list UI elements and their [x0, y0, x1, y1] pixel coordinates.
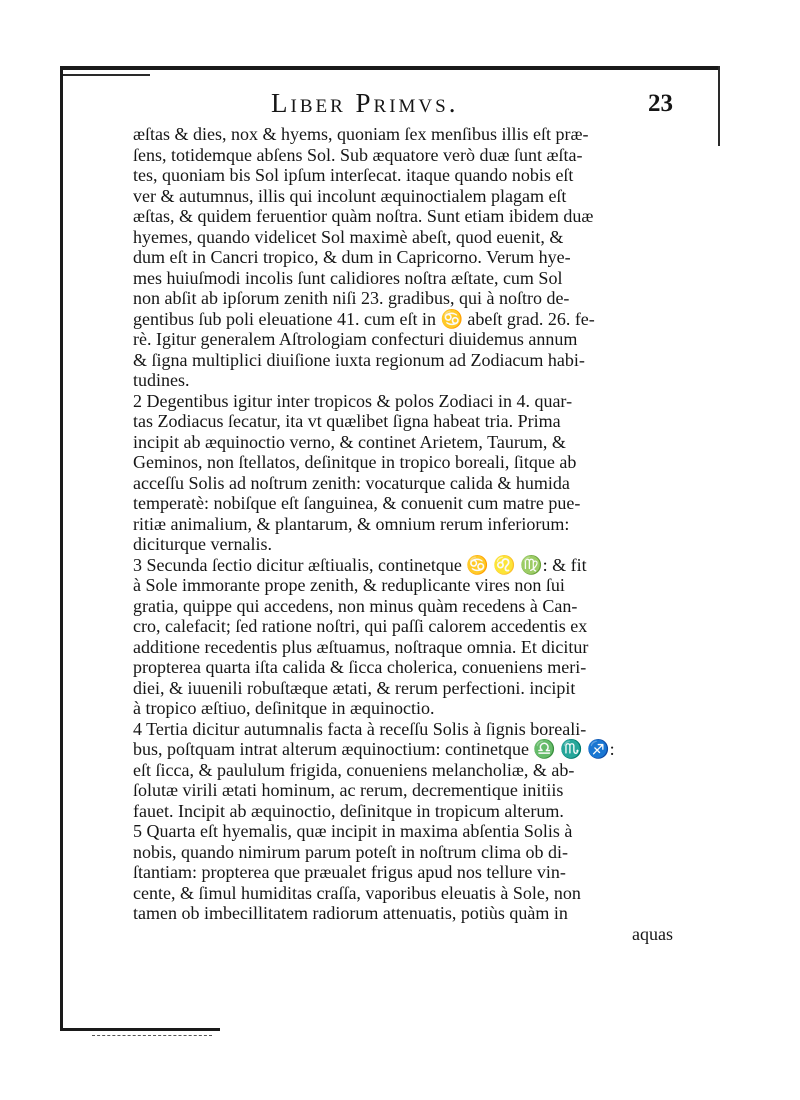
text-line: acceſſu Solis ad noſtrum zenith: vocaturque calida & humida — [133, 472, 570, 493]
text-line: cro, calefacit; ſed ratione noſtri, qui paſſi calorem accedentis ex — [133, 616, 588, 636]
page-border-bottom-dash — [92, 1035, 212, 1036]
text-line: mes huiuſmodi incolis ſunt calidiores noſtra æſtate, cum Sol — [133, 267, 563, 288]
page-number: 23 — [648, 90, 673, 117]
text-line: & ſigna multiplici diuiſione iuxta regionum ad Zodiacum habi- — [133, 349, 585, 370]
text-line: tes, quoniam bis Sol ipſum interſecat. itaque quando nobis eſt — [133, 165, 574, 185]
text-line: tudines. — [133, 370, 190, 390]
text-line: 2 Degentibus igitur inter tropicos & polos Zodiaci in 4. quar- — [133, 390, 573, 411]
text-line: æſtas, & quidem feruentior quàm noſtra. Sunt etiam ibidem duæ — [133, 206, 594, 226]
text-line: additione recedentis plus æſtuamus, noſtraque omnia. Et dicitur — [133, 636, 589, 657]
text-line: ſens, totidemque abſens Sol. Sub æquatore verò duæ ſunt æſta- — [133, 144, 583, 165]
text-line: æſtas & dies, nox & hyems, quoniam ſex menſibus illis eſt præ- — [133, 124, 589, 144]
text-line: non abſit ab ipſorum zenith niſi 23. gradibus, qui à noſtro de- — [133, 288, 570, 308]
text-line: temperatè: nobiſque eſt ſanguinea, & conuenit cum matre pue- — [133, 493, 581, 513]
text-line: 5 Quarta eſt hyemalis, quæ incipit in maxima abſentia Solis à — [133, 821, 573, 841]
text-line: gratia, quippe qui accedens, non minus quàm recedens à Can- — [133, 595, 578, 616]
text-line: à Sole immorante prope zenith, & reduplicante vires non ſui — [133, 575, 565, 595]
page-border-top — [60, 66, 720, 70]
text-line: incipit ab æquinoctio verno, & continet Arietem, Taurum, & — [133, 431, 566, 452]
page-border-right — [718, 66, 720, 146]
text-line: bus, poſtquam intrat alterum æquinoctium: continetque ♎ ♏ ♐: — [133, 739, 615, 759]
text-line: gentibus ſub poli eleuatione 41. cum eſt in ♋ abeſt grad. 26. fe- — [133, 308, 595, 329]
running-head-title: Liber Primvs. — [271, 88, 459, 118]
text-line: ſtantiam: propterea que præualet frigus apud nos tellure vin- — [133, 862, 566, 882]
body-text — [133, 124, 673, 944]
text-line: 4 Tertia dicitur autumnalis facta à receſſu Solis à ſignis boreali- — [133, 718, 587, 739]
page-border-bottom — [60, 1028, 220, 1031]
text-line: Geminos, non ſtellatos, deſinitque in tropico boreali, ſitque ab — [133, 452, 577, 472]
text-line: à tropico æſtiuo, deſinitque in æquinoctio. — [133, 698, 435, 718]
text-line: propterea quarta iſta calida & ſicca cholerica, conueniens meri- — [133, 657, 587, 677]
text-line: rè. Igitur generalem Aſtrologiam confecturi diuidemus annum — [133, 329, 578, 349]
text-line: ſolutæ virili ætati hominum, ac rerum, decrementique initiis — [133, 780, 564, 800]
text-line: eſt ſicca, & paululum frigida, conueniens melancholiæ, & ab- — [133, 759, 575, 780]
running-head — [133, 88, 673, 122]
text-line: dum eſt in Cancri tropico, & dum in Capricorno. Verum hye- — [133, 247, 571, 267]
page-border-top-inner — [60, 74, 150, 76]
text-line: ver & autumnus, illis qui incolunt æquinoctialem plagam eſt — [133, 185, 567, 206]
text-line: tas Zodiacus ſecatur, ita vt quælibet ſigna habeat tria. Prima — [133, 411, 561, 431]
text-line: tamen ob imbecillitatem radiorum attenuatis, potiùs quàm in — [133, 903, 568, 923]
text-line: hyemes, quando videlicet Sol maximè abeſt, quod euenit, & — [133, 226, 564, 247]
text-line: nobis, quando nimirum parum poteſt in noſtrum clima ob di- — [133, 841, 568, 862]
page-border-left — [60, 66, 63, 1031]
text-line: cente, & ſimul humiditas craſſa, vaporibus eleuatis à Sole, non — [133, 882, 581, 903]
text-line: 3 Secunda ſectio dicitur æſtiualis, continetque ♋ ♌ ♍: & fit — [133, 554, 587, 575]
text-line: diei, & iuuenili robuſtæque ætati, & rerum perfectioni. incipit — [133, 677, 576, 698]
text-line: diciturque vernalis. — [133, 534, 272, 554]
text-line: fauet. Incipit ab æquinoctio, deſinitque in tropicum alterum. — [133, 800, 564, 821]
text-line: ritiæ animalium, & plantarum, & omnium rerum inferiorum: — [133, 513, 570, 534]
catchword: aquas — [632, 923, 673, 944]
